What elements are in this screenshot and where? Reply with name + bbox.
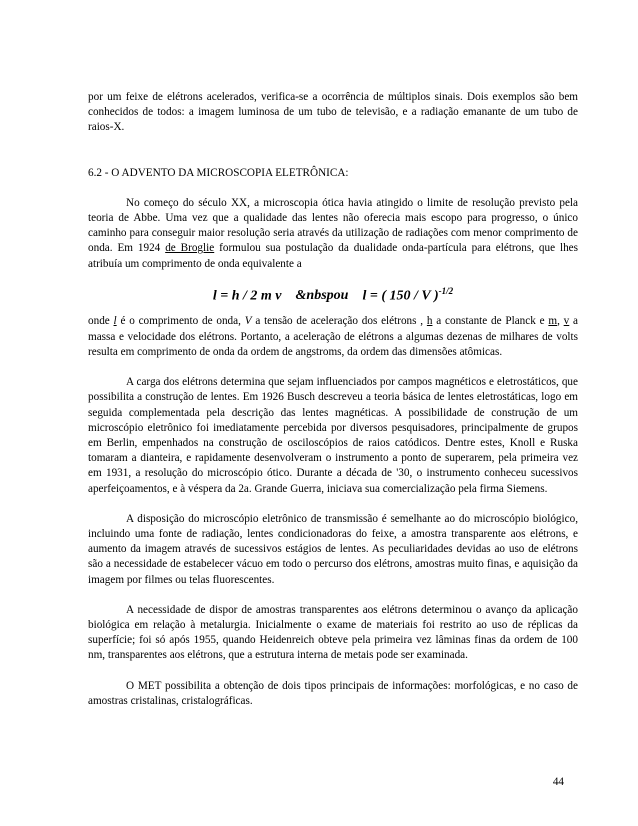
symbol-h: h <box>426 315 433 328</box>
symbol-m: m <box>548 315 558 328</box>
intro-paragraph: por um feixe de elétrons acelerados, verifica-se a ocorrência de múltiplos sinais. Dois exemplos são bem conhecidos de todos: a imagem luminosa de um tubo de televisão, e a radiação emanante de um tubo de raios-X. <box>88 91 578 134</box>
definitions-text-1: é o comprimento de onda, <box>116 315 245 328</box>
paragraph-met-info: O MET possibilita a obtenção de dois tipos principais de informações: morfológicas, e no caso de amostras cristalinas, cristalográficas. <box>88 679 578 707</box>
definitions-text-2: a tensão de aceleração dos elétrons , <box>251 315 427 328</box>
definitions-paragraph <box>88 314 578 360</box>
paragraph-samples: A necessidade de dispor de amostras transparentes aos elétrons determinou o avanço da aplicação biológica em relação à metalurgia. Inicialmente o exame de materiais foi restrito ao uso de réplicas da superfície; foi só após 1955, quando Heidenreich obteve pela primeira vez lâminas finas da ordem de 100 nm, transparentes aos elétrons, que a estrutura interna de metais pode ser examinada. <box>88 603 578 662</box>
equation-right: l = ( 150 / V ) <box>362 288 439 304</box>
paragraph-de-broglie <box>88 196 578 272</box>
paragraph-lenses: A carga dos elétrons determina que sejam influenciados por campos magnéticos e eletrostáticos, que possibilita a construção de lentes. Em 1926 Busch descreveu a teoria básica de lentes eletrostáticas, logo em seguida complementada pela descrição das lentes magnéticas. A possibilidade de construção de um microscópio eletrônico foi imediatamente percebida por diversos pesquisadores, principalmente de grupos em Berlin, empenhados na construção de osciloscópios de raios catódicos. Dentre estes, Knoll e Ruska tomaram a dianteira, e rapidamente desenvolveram o instrumento a ponto de superarem, pela primeira vez em 1931, a resolução do microscópio ótico. Durante a década de '30, o instrumento conheceu sucessivos aperfeiçoamentos, e à véspera da 2a. Grande Guerra, iniciava sua comercialização pela firma Siemens. <box>88 376 578 495</box>
equation-exponent: -1/2 <box>438 285 454 296</box>
definitions-text-3: a constante de Planck e <box>432 315 549 328</box>
definitions-text-5: a massa e velocidade dos elétrons. Portanto, a aceleração de elétrons a algumas dezenas de milhares de volts resulta em comprimento de onda da ordem de angstroms, da ordem das dimensões atômicas. <box>88 315 579 358</box>
document-page <box>88 90 578 709</box>
equation-separator: &nbspou <box>295 288 349 304</box>
symbol-l: l <box>113 315 117 328</box>
equation-left: l = h / 2 m v <box>212 288 282 304</box>
section-heading: 6.2 - O ADVENTO DA MICROSCOPIA ELETRÔNICA: <box>88 166 349 179</box>
paragraph-1-text-after: formulou sua postulação da dualidade onda-partícula para elétrons, que lhes atribuía um comprimento de onda equivalente a <box>88 242 578 270</box>
paragraph-microscope-layout: A disposição do microscópio eletrônico de transmissão é semelhante ao do microscópio biológico, incluindo uma fonte de radiação, lentes condicionadoras do feixe, a amostra transparente aos elétrons, e aumento da imagem através de sucessivos estágios de lentes. As peculiaridades devidas ao uso de elétrons são a necessidade de estabelecer vácuo em todo o percurso dos elétrons, amostras muito finas, e aquisição da imagem por filmes ou telas fluorescentes. <box>88 512 578 586</box>
paragraph-1-text: No começo do século XX, a microscopia ótica havia atingido o limite de resolução previsto pela teoria de Abbe. Uma vez que a qualidade das lentes não oferecia mais escopo para progresso, o único caminho para conseguir maior resolução seria através da utilização de radiações com menor comprimento de onda. Em 1924 <box>88 196 578 255</box>
wavelength-equation <box>88 282 578 306</box>
page-number: 44 <box>552 776 564 788</box>
definitions-prefix: onde <box>88 315 114 328</box>
symbol-v: v <box>563 315 570 328</box>
de-broglie-link[interactable]: de Broglie <box>165 242 215 255</box>
symbol-v-cap: V <box>244 315 252 328</box>
definitions-text-4: , <box>557 315 564 328</box>
